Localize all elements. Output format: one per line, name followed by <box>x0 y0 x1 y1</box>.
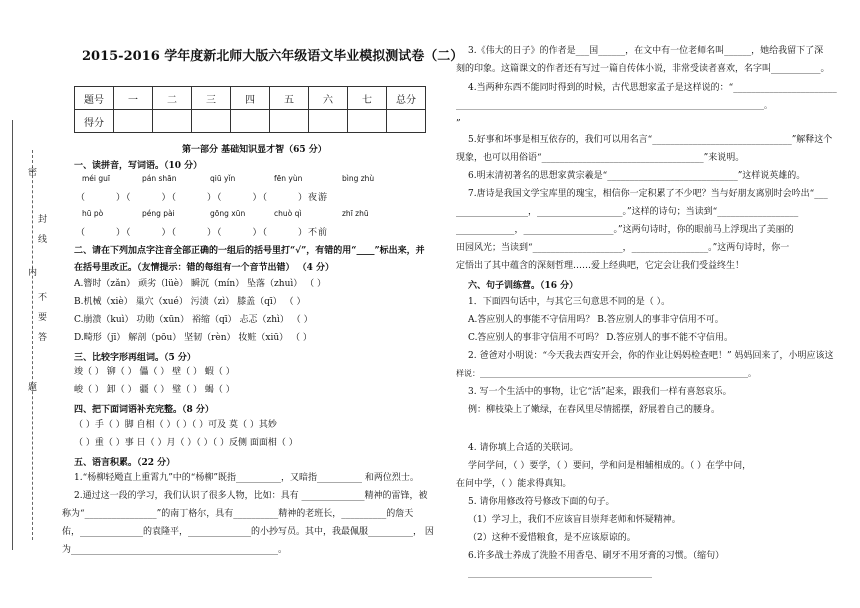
idiom-row: （ ）手（ ）脚 自相（ ）（ ）（ ）可及 莫（ ）其妙 <box>74 420 277 430</box>
word-group-row: 竣（ ） 铆（ ） 儡（ ） 壁（ ） 蝦（ ） <box>74 367 235 377</box>
score-cell: 六 <box>309 87 348 110</box>
option-row: C.答应别人的事非守信用不可吗？ D.答应别人的事不能不守信用。 <box>468 333 734 343</box>
seal-line <box>32 150 33 540</box>
score-cell: 得分 <box>75 110 114 133</box>
binding-char: 要 <box>38 313 48 323</box>
choice-row: A.簪时（zǎn） 顽劣（lüè） 瞬沉（mín） 坠落（zhuì） （ ） <box>74 279 326 289</box>
question-text: 称为“________________”的南丁格尔，具有__________精神的老班长，__________的詹天 <box>62 509 414 519</box>
score-input-cell[interactable] <box>309 110 348 133</box>
score-input-cell[interactable] <box>231 110 270 133</box>
score-cell: 一 <box>114 87 153 110</box>
section-heading: 在括号里改正。（友情提示：错的每组有一个音节出错） （4 分） <box>74 263 335 273</box>
score-input-cell[interactable] <box>387 110 426 133</box>
question-text: 4. 请你填上合适的关联词。 <box>468 443 579 453</box>
line-end: ）不前 <box>298 228 329 238</box>
choice-row: C.崩溃（kuì） 功勋（xūn） 裕缩（qī） 忐忑（zhì） （ ） <box>74 315 313 325</box>
answer-blanks[interactable]: （ ）（ ）（ ）（ ）（ ）不前 <box>76 228 329 238</box>
question-text: 4.当两种东西不能同时得到的时候，古代思想家孟子是这样说的：“_______________________ <box>468 83 837 93</box>
score-table-header-row <box>75 87 426 110</box>
binding-char: 线 <box>38 235 48 245</box>
section-heading: 三、比较字形再组词。（5 分） <box>74 353 196 363</box>
section-heading: 四、把下面词语补充完整。（8 分） <box>74 405 214 415</box>
choice-row: B.机械（xiè） 巢穴（xué） 污渍（zì） 膝盖（qī） （ ） <box>74 297 306 307</box>
left-column <box>62 0 464 608</box>
score-cell: 二 <box>153 87 192 110</box>
line-end: ）夜游 <box>298 193 329 203</box>
choice-row: D.畸形（jī） 解剖（pōu） 坚韧（rèn） 妆赃（xiū） （ ） <box>74 333 312 343</box>
binding-char: 不 <box>38 293 48 303</box>
score-input-cell[interactable] <box>114 110 153 133</box>
section-heading: 一、读拼音，写词语。（10 分） <box>74 161 203 171</box>
score-table-score-row <box>75 110 426 133</box>
question-text: 在问中学，（ ）能求得真知。 <box>456 479 572 489</box>
question-text: 为______________________________________________。 <box>62 545 288 555</box>
section-heading: 六、句子训练营。（16 分） <box>468 281 579 291</box>
question-text: ________________，___________________。”这样的诗句；当读到“__________________ <box>456 207 799 217</box>
example-text: 例：柳枝染上了嫩绿，在春风里尽情摇摆，舒展着自己的腰身。 <box>468 405 721 415</box>
score-cell: 题号 <box>75 87 114 110</box>
question-text: 6.明末清初著名的思想家黄宗羲是“_____________________________”这样说英雄的。 <box>468 171 806 181</box>
question-text: 2. 爸爸对小明说：“今天我去西安开会，你的作业让妈妈检查吧！” 妈妈回来了，小明应该这 <box>468 351 834 361</box>
binding-char: 答 <box>38 333 48 343</box>
pinyin: bìng zhù <box>342 174 375 183</box>
word-group-row: 峻（ ） 卸（ ） 疆（ ） 璧（ ） 蝎（ ） <box>74 385 235 395</box>
pinyin: zhī zhū <box>342 209 369 218</box>
question-text: 3. 写一个生活中的事物，让它“活”起来，跟我们一样有喜怒哀乐。 <box>468 387 732 397</box>
section-heading: 二、请在下列加点字注音全部正确的一组后的括号里打“√”，有错的用“____”标出来，并 <box>74 246 425 256</box>
binding-char: 密 <box>28 168 38 178</box>
pinyin: qiū yǐn <box>210 174 236 183</box>
sentence-item: （2）这种不爱惜粮食，是不应该原谅的。 <box>468 533 636 543</box>
question-text: _____________，____________________。”这两句诗时，你的眼前马上浮现出了美丽的 <box>456 225 794 235</box>
binding-char: 封 <box>38 215 48 225</box>
question-text: 1.“杨柳轻飏直上重霄九”中的“杨柳”既指__________，又暗指__________ 和两位烈士。 <box>74 473 419 483</box>
pinyin: gōng xūn <box>210 209 246 218</box>
question-text: 现象，也可以用俗语“____________________________________”来说明。 <box>456 153 745 163</box>
question-text: 5.好事和坏事是相互依存的，我们可以用名言“_______________________________”解释这个 <box>468 135 833 145</box>
question-text: 1．下面四句话中，与其它三句意思不同的是（ ）。 <box>468 297 671 307</box>
score-cell: 七 <box>348 87 387 110</box>
question-text: 5. 请你用修改符号修改下面的句子。 <box>468 497 615 507</box>
question-text: 学问学问，（ ）要学，（ ）要问，学和问是相辅相成的。（ ）在学中问， <box>468 461 752 471</box>
score-cell: 三 <box>192 87 231 110</box>
question-text: 6.许多战士养成了洗脸不用香皂、刷牙不用牙膏的习惯。（缩句） <box>468 551 725 561</box>
pinyin: fēn yùn <box>274 174 303 183</box>
binding-edge-line <box>12 120 13 550</box>
pinyin: péng pài <box>142 209 175 218</box>
pinyin: méi guī <box>82 174 110 183</box>
question-text: 2.通过这一段的学习，我们认识了很多人物，比如：具有 ______________精神的雷锋，被 <box>74 491 428 501</box>
question-text: 定悟出了其中蕴含的深刻哲理……爱上经典吧，它定会让我们受益终生！ <box>456 261 745 271</box>
score-input-cell[interactable] <box>153 110 192 133</box>
sentence-item: （1）学习上，我们不应该盲目崇拜老师和怀疑精神。 <box>468 515 681 525</box>
question-text: 田园风光；当读到“____________________，_________________。”这两句诗时，你一 <box>456 243 790 253</box>
answer-line[interactable]: ______________________________________________ <box>468 569 652 578</box>
score-cell: 四 <box>231 87 270 110</box>
answer-blanks[interactable]: （ ）（ ）（ ）（ ）（ ）夜游 <box>76 193 329 203</box>
part-heading: 第一部分 基础知识显才智（65 分） <box>182 145 327 155</box>
option-row: A.答应别人的事能不守信用吗？ B.答应别人的事非守信用不可。 <box>468 315 724 325</box>
pinyin: pán shān <box>142 174 177 183</box>
score-cell: 总分 <box>387 87 426 110</box>
answer-line[interactable]: _____________________________________________________________________________。 <box>456 101 772 110</box>
idiom-row: （ ）重（ ）事 日（ ）月（ ）（ ）（ ）反侧 面面相（ ） <box>74 438 298 448</box>
binding-char: 内 <box>28 268 38 278</box>
score-table <box>74 86 426 133</box>
question-text: 佑，______________的袁隆平，______________的小抄写员。其中，我最佩服__________， 因 <box>62 527 434 537</box>
exam-title: 2015-2016 学年度新北师大版六年级语文毕业模拟测试卷（二） <box>82 49 464 64</box>
score-cell: 五 <box>270 87 309 110</box>
right-column <box>456 0 856 608</box>
pinyin: hū pò <box>82 209 104 218</box>
question-text: ” <box>456 119 461 129</box>
score-input-cell[interactable] <box>270 110 309 133</box>
score-input-cell[interactable] <box>192 110 231 133</box>
pinyin: chuò qì <box>274 209 302 218</box>
question-text: 3.《伟大的日子》的作者是___国______，在文中有一位老师名叫______，她给我留下了深 <box>468 46 824 56</box>
binding-margin <box>0 0 55 608</box>
score-input-cell[interactable] <box>348 110 387 133</box>
question-text: 7.唐诗是我国文学宝库里的瑰宝，相信你一定积累了不少吧？当与好朋友离别时会吟出“___ <box>468 189 828 199</box>
answer-line[interactable]: 样说：___________________________________________________________________。 <box>456 369 756 378</box>
section-heading: 五、语言积累。（22 分） <box>74 458 176 468</box>
question-text: 刻的印象。这篇课文的作者还有写过一篇自传体小说，非常受读者喜欢，名字叫___________。 <box>456 64 830 74</box>
binding-char: 题 <box>28 383 38 393</box>
